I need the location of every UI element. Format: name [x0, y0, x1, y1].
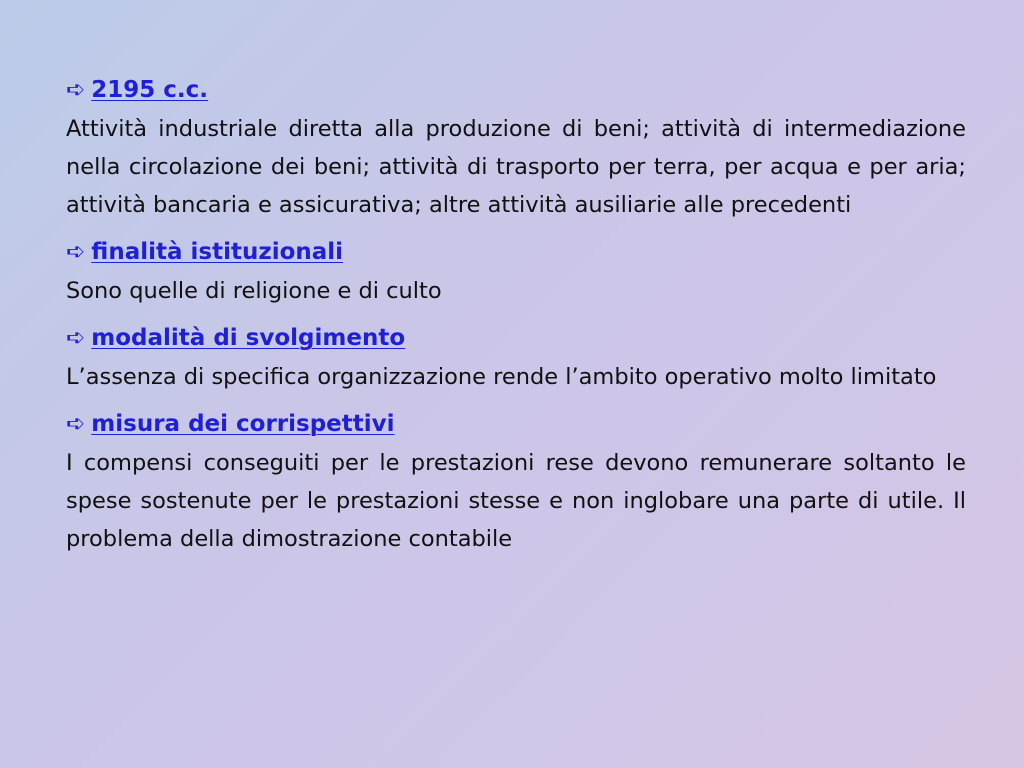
- right-arrow-icon: ➪: [66, 239, 86, 265]
- section-heading-finalita: [66, 234, 966, 272]
- right-arrow-icon: ➪: [66, 77, 86, 103]
- heading-text: 2195 c.c.: [91, 77, 209, 103]
- right-arrow-icon: ➪: [66, 411, 86, 437]
- section-body-modalita: L’assenza di specifica organizzazione rende l’ambito operativo molto limitato: [66, 364, 937, 390]
- heading-text: modalità di svolgimento: [91, 325, 406, 351]
- section-body-finalita: Sono quelle di religione e di culto: [66, 278, 442, 304]
- heading-text: finalità istituzionali: [91, 239, 344, 265]
- section-body-2195: Attività industriale diretta alla produzione di beni; attività di intermediazione nella circolazione dei beni; attività di trasporto per terra, per acqua e per aria; attività bancaria e assicurativa; altre attività ausiliarie alle precedenti: [66, 116, 966, 218]
- section-heading-misura: [66, 406, 966, 444]
- right-arrow-icon: ➪: [66, 325, 86, 351]
- section-heading-modalita: [66, 320, 966, 358]
- section-body-misura: I compensi conseguiti per le prestazioni rese devono remunerare soltanto le spese sostenute per le prestazioni stesse e non inglobare una parte di utile. Il problema della dimostrazione contabile: [66, 450, 966, 552]
- slide-content: [66, 72, 966, 568]
- heading-text: misura dei corrispettivi: [91, 411, 395, 437]
- section-heading-2195: [66, 72, 966, 110]
